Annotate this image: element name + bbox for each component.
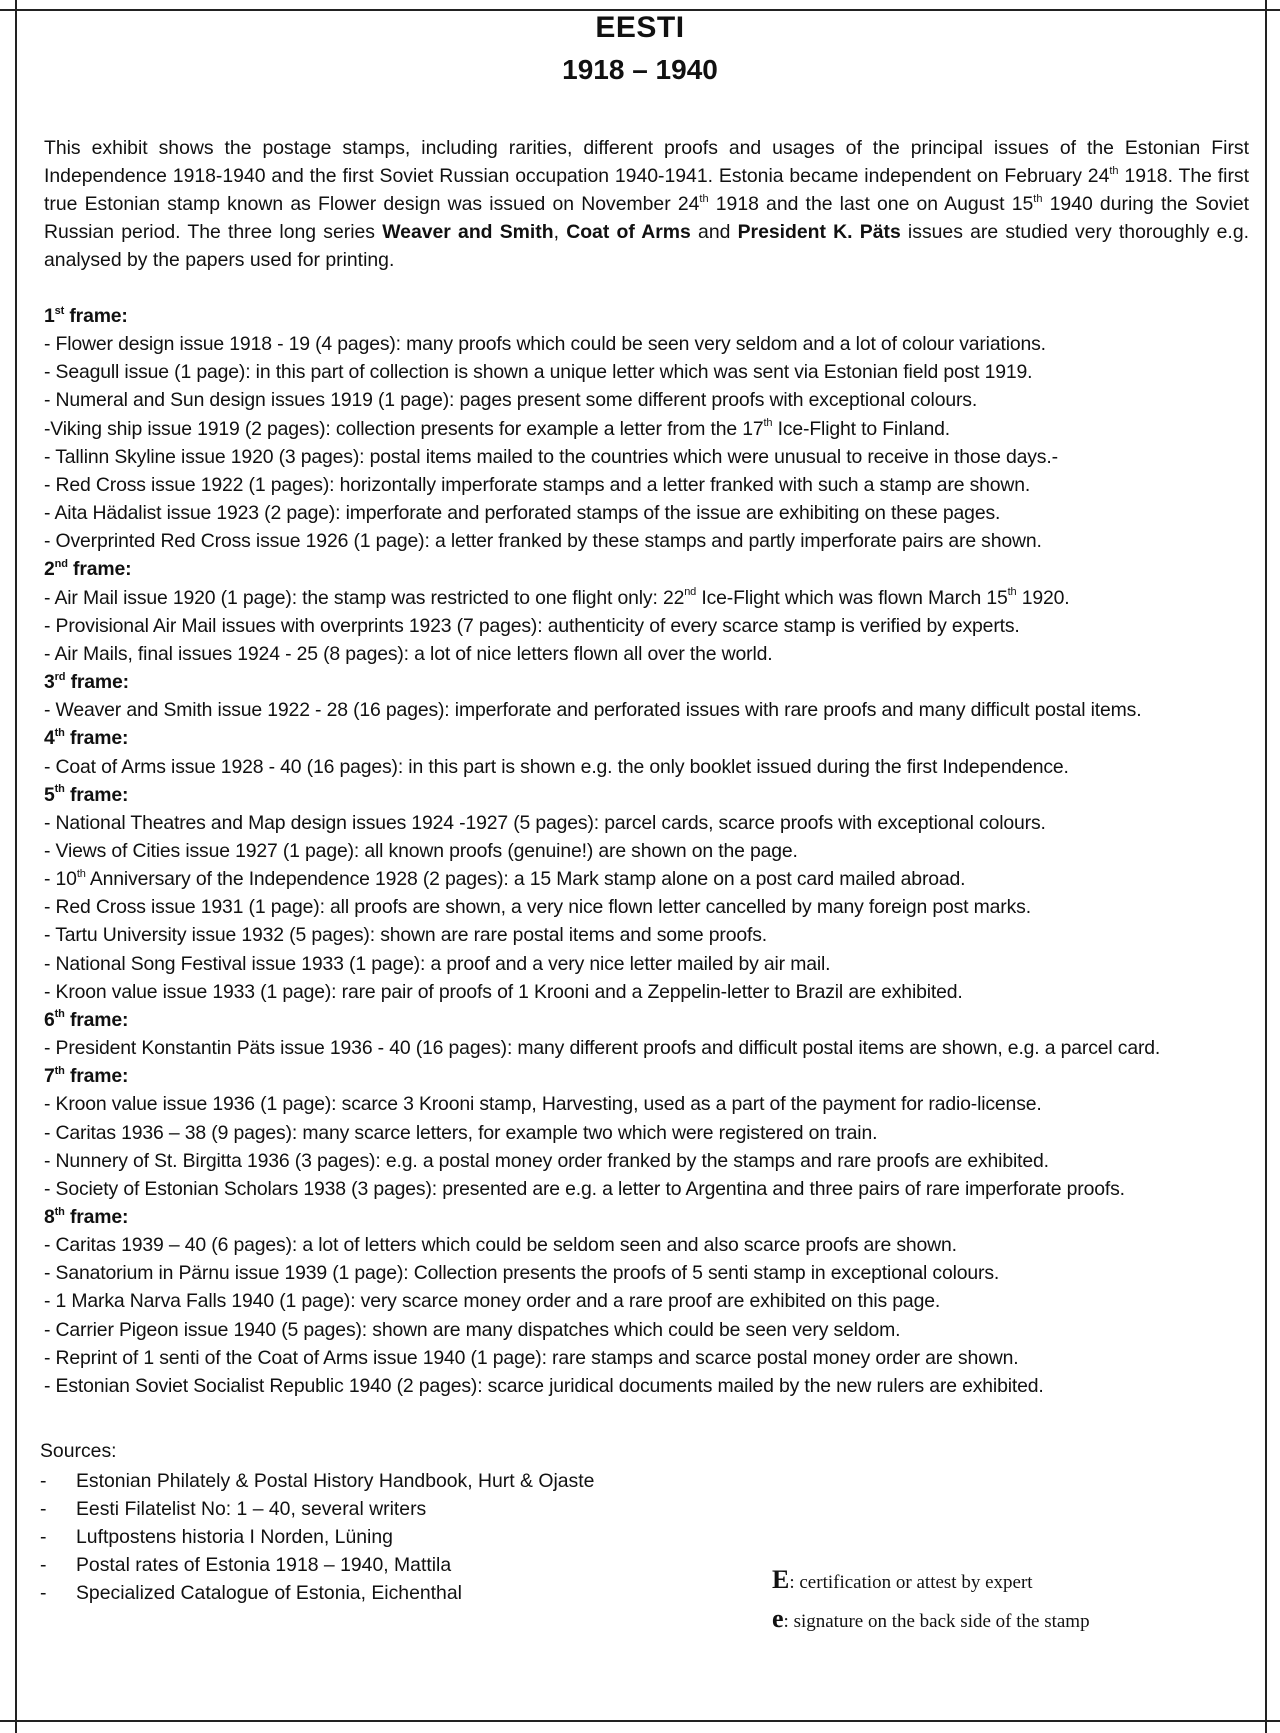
list-item: - Carrier Pigeon issue 1940 (5 pages): shown are many dispatches which could be seen very seldom.	[44, 1318, 901, 1341]
intro-text: and	[690, 221, 738, 243]
superscript: th	[763, 417, 773, 430]
list-item: - Coat of Arms issue 1928 - 40 (16 pages): in this part is shown e.g. the only booklet issued during the first Independence.	[44, 755, 1069, 778]
list-item: - National Song Festival issue 1933 (1 page): a proof and a very nice letter mailed by air mail.	[44, 952, 831, 975]
source-text: Luftpostens historia I Norden, Lüning	[76, 1526, 393, 1548]
list-item: - Estonian Soviet Socialist Republic 1940 (2 pages): scarce juridical documents mailed by the new rulers are exhibited.	[44, 1374, 1044, 1397]
list-item: - Aita Hädalist issue 1923 (2 page): imperforate and perforated stamps of the issue are exhibiting on these pages.	[44, 502, 1001, 525]
list-item: - Tallinn Skyline issue 1920 (3 pages): postal items mailed to the countries which were unusual to receive in those days.-	[44, 445, 1058, 468]
frame-label: frame:	[64, 727, 129, 750]
frame-number: 7	[44, 1065, 55, 1088]
list-item: - Overprinted Red Cross issue 1926 (1 page): a letter franked by these stamps and partly imperforate pairs are shown.	[44, 530, 1042, 553]
frame-heading-2	[44, 555, 1259, 583]
list-item	[44, 584, 1259, 612]
list-item: - Numeral and Sun design issues 1919 (1 page): pages present some different proofs with exceptional colours.	[44, 389, 978, 412]
frame-heading-7	[44, 1062, 1259, 1090]
superscript: th	[1109, 164, 1119, 177]
item-text: Ice-Flight which was flown March 15	[696, 586, 1008, 609]
source-text: Specialized Catalogue of Estonia, Eichenthal	[76, 1582, 462, 1604]
source-text: Postal rates of Estonia 1918 – 1940, Mattila	[76, 1554, 452, 1576]
superscript: nd	[684, 586, 697, 599]
frame-label: frame:	[65, 671, 129, 694]
list-dash: -	[40, 1498, 47, 1520]
intro-text: ,	[553, 221, 567, 243]
list-item	[44, 865, 1259, 893]
superscript: th	[54, 1008, 65, 1021]
legend-text: : certification or attest by expert	[789, 1572, 1033, 1593]
superscript: th	[699, 192, 709, 205]
item-text: - 10	[44, 868, 77, 891]
sources-section	[40, 1437, 740, 1607]
legend-item-signature	[772, 1601, 1252, 1640]
source-text: Estonian Philately & Postal History Handbook, Hurt & Ojaste	[76, 1470, 595, 1492]
frame-number: 3	[44, 671, 55, 694]
frame-label: frame:	[64, 1206, 129, 1228]
list-item	[44, 415, 1259, 443]
source-item	[40, 1551, 740, 1579]
page-subtitle: 1918 – 1940	[562, 54, 718, 85]
list-item: - 1 Marka Narva Falls 1940 (1 page): very scarce money order and a rare proof are exhibited on this page.	[44, 1290, 941, 1313]
source-item	[40, 1467, 740, 1495]
frame-heading-5	[44, 781, 1259, 809]
superscript: th	[54, 1064, 65, 1077]
list-item: - Red Cross issue 1922 (1 pages): horizontally imperforate stamps and a letter franked with such a stamp are shown.	[44, 473, 1031, 496]
list-item: - Red Cross issue 1931 (1 page): all proofs are shown, a very nice flown letter cancelled by many foreign post marks.	[44, 896, 1031, 919]
item-text: Ice-Flight to Finland.	[772, 417, 950, 440]
list-item: - Weaver and Smith issue 1922 - 28 (16 pages): imperforate and perforated issues with rare proofs and many difficult postal items.	[44, 699, 1142, 722]
superscript: th	[76, 867, 86, 880]
legend	[772, 1562, 1252, 1640]
border-bottom	[0, 1720, 1280, 1722]
list-item: - Nunnery of St. Birgitta 1936 (3 pages): e.g. a postal money order franked by the stamps and rare proofs are exhibited.	[44, 1149, 1049, 1172]
intro-text: issues are studied very thoroughly e.g. analysed by the papers used for printing.	[44, 221, 1249, 271]
superscript: st	[54, 304, 65, 317]
list-item: - Air Mails, final issues 1924 - 25 (8 pages): a lot of nice letters flown all over the world.	[44, 642, 773, 665]
source-item	[40, 1579, 740, 1607]
superscript: nd	[54, 557, 68, 570]
item-text: -Viking ship issue 1919 (2 pages): collection presents for example a letter from the 17	[44, 417, 764, 440]
list-item: - Sanatorium in Pärnu issue 1939 (1 page): Collection presents the proofs of 5 senti stamp in exceptional colours.	[44, 1262, 1000, 1285]
superscript: th	[54, 783, 65, 796]
intro-paragraph	[44, 134, 1249, 274]
frame-heading-4	[44, 724, 1259, 752]
series-name: Coat of Arms	[566, 221, 691, 243]
intro-text: 1940 during the Soviet Russian period. The three long series	[44, 193, 1249, 243]
list-item: - Reprint of 1 senti of the Coat of Arms issue 1940 (1 page): rare stamps and scarce postal money order are shown.	[44, 1346, 1019, 1369]
list-item: - President Konstantin Päts issue 1936 - 40 (16 pages): many different proofs and difficult postal items are shown, e.g. a parcel card.	[44, 1037, 1161, 1060]
frame-heading-3	[44, 668, 1259, 696]
list-dash: -	[40, 1526, 47, 1548]
frame-number: 1	[44, 305, 55, 327]
border-left	[15, 0, 17, 1733]
border-right	[1265, 0, 1267, 1733]
list-dash: -	[40, 1470, 47, 1492]
frame-number: 4	[44, 727, 55, 750]
item-text: 1920.	[1016, 586, 1070, 609]
frames-list	[44, 302, 1259, 1400]
legend-key: e	[772, 1604, 784, 1633]
frame-number: 8	[44, 1206, 55, 1228]
frame-heading-8	[44, 1203, 1259, 1231]
superscript: rd	[54, 670, 66, 683]
legend-key: E	[772, 1565, 790, 1594]
series-name: President K. Päts	[737, 221, 901, 243]
list-dash: -	[40, 1554, 47, 1576]
page-title: EESTI	[595, 11, 685, 44]
superscript: th	[1007, 586, 1017, 599]
list-item: - National Theatres and Map design issues 1924 -1927 (5 pages): parcel cards, scarce proofs with exceptional colours.	[44, 811, 1046, 834]
series-name: Weaver and Smith	[382, 221, 554, 243]
intro-text: 1918 and the last one on August 15	[708, 193, 1034, 215]
legend-item-certification	[772, 1562, 1252, 1601]
frame-number: 2	[44, 558, 55, 581]
frame-label: frame:	[64, 1065, 129, 1088]
title-block	[0, 10, 1280, 88]
list-item: - Tartu University issue 1932 (5 pages): shown are rare postal items and some proofs.	[44, 924, 768, 947]
legend-text: : signature on the back side of the stamp	[783, 1611, 1090, 1632]
frame-label: frame:	[64, 783, 129, 806]
superscript: th	[54, 1205, 65, 1218]
list-item: - Caritas 1939 – 40 (6 pages): a lot of letters which could be seldom seen and also scarce proofs are shown.	[44, 1234, 957, 1257]
frame-label: frame:	[64, 1008, 129, 1031]
frame-label: frame:	[64, 305, 128, 327]
frame-heading-6	[44, 1006, 1259, 1034]
superscript: th	[54, 726, 65, 739]
frame-number: 5	[44, 783, 55, 806]
frame-heading-1	[44, 302, 1259, 330]
list-item: - Provisional Air Mail issues with overprints 1923 (7 pages): authenticity of every scarce stamp is verified by experts.	[44, 614, 1020, 637]
frame-label: frame:	[67, 558, 132, 581]
item-text: Anniversary of the Independence 1928 (2 pages): a 15 Mark stamp alone on a post card mailed abroad.	[85, 868, 966, 891]
list-item: - Flower design issue 1918 - 19 (4 pages): many proofs which could be seen very seldom and a lot of colour variations.	[44, 333, 1046, 356]
intro-text: 1918. The first true Estonian stamp known as Flower design was issued on November 24	[44, 165, 1249, 215]
list-item: - Kroon value issue 1933 (1 page): rare pair of proofs of 1 Krooni and a Zeppelin-letter to Brazil are exhibited.	[44, 980, 963, 1003]
superscript: th	[1033, 192, 1043, 205]
frame-number: 6	[44, 1008, 55, 1031]
item-text: - Air Mail issue 1920 (1 page): the stamp was restricted to one flight only: 22	[44, 586, 685, 609]
list-item: - Kroon value issue 1936 (1 page): scarce 3 Krooni stamp, Harvesting, used as a part of the payment for radio-license.	[44, 1093, 1042, 1116]
source-text: Eesti Filatelist No: 1 – 40, several writers	[76, 1498, 427, 1520]
source-item	[40, 1523, 740, 1551]
sources-heading: Sources:	[40, 1440, 117, 1462]
intro-text: This exhibit shows the postage stamps, including rarities, different proofs and usages of the principal issues of the Estonian First Independence 1918-1940 and the first Soviet Russian occupation 1940-1941. Estonia became independent on February 24	[44, 137, 1249, 187]
list-item: - Caritas 1936 – 38 (9 pages): many scarce letters, for example two which were registered on train.	[44, 1121, 878, 1144]
source-item	[40, 1495, 740, 1523]
list-item: - Views of Cities issue 1927 (1 page): all known proofs (genuine!) are shown on the page.	[44, 839, 798, 862]
list-dash: -	[40, 1582, 47, 1604]
list-item: - Society of Estonian Scholars 1938 (3 pages): presented are e.g. a letter to Argentina and three pairs of rare imperforate proofs.	[44, 1177, 1125, 1200]
list-item: - Seagull issue (1 page): in this part of collection is shown a unique letter which was sent via Estonian field post 1919.	[44, 361, 1033, 384]
